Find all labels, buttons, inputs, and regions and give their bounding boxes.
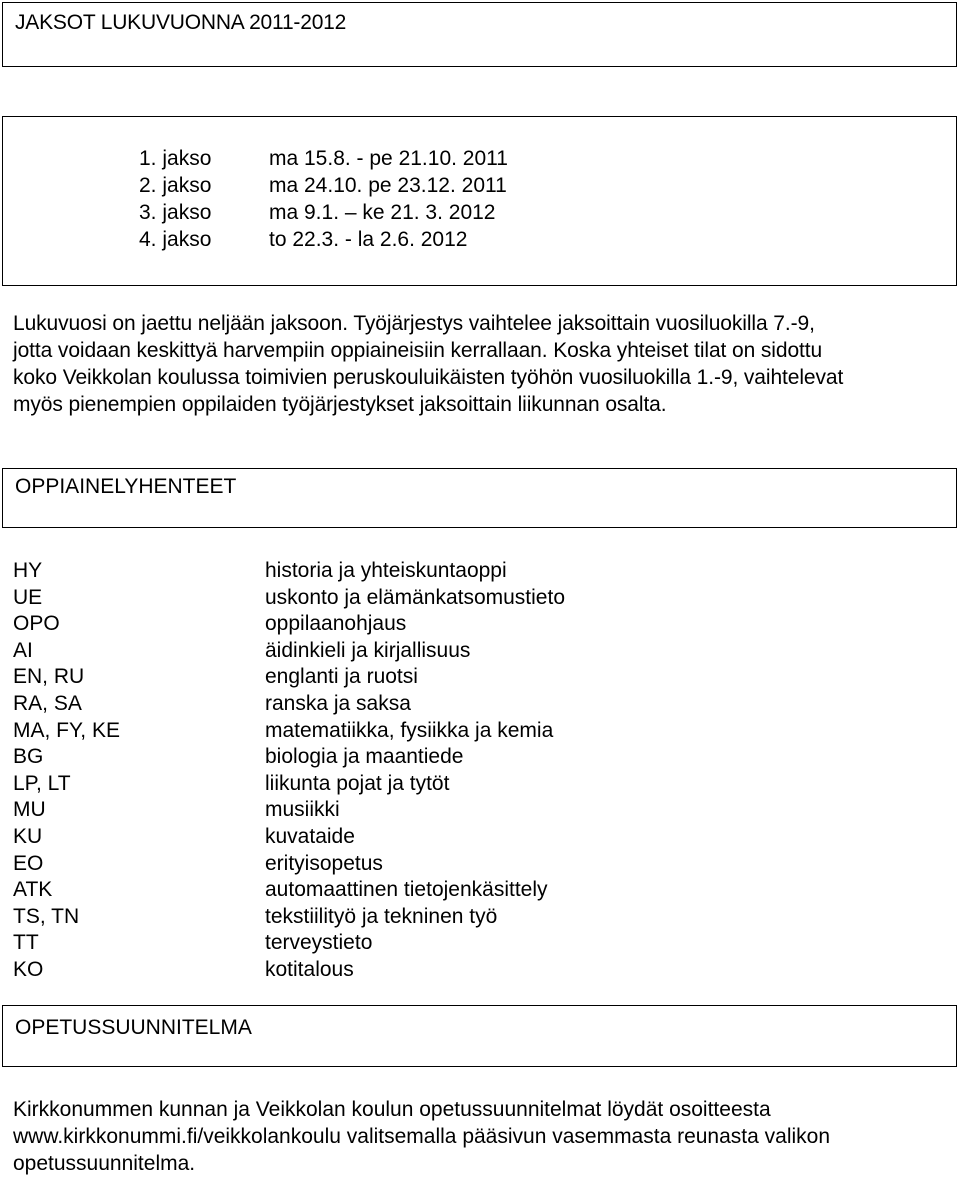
abbreviation-row <box>13 611 913 638</box>
period-dates: ma 15.8. - pe 21.10. 2011 <box>269 147 508 170</box>
abbreviation-row <box>13 664 913 691</box>
abbreviation-code: TS, TN <box>13 904 80 928</box>
abbreviation-name: ranska ja saksa <box>265 691 411 715</box>
abbreviation-code: LP, LT <box>13 771 71 795</box>
abbreviation-code: EN, RU <box>13 665 85 689</box>
abbreviation-row <box>13 957 913 984</box>
abbreviation-row <box>13 718 913 745</box>
abbreviation-row <box>13 771 913 798</box>
abbreviation-name: biologia ja maantiede <box>265 745 464 769</box>
curriculum-heading-box <box>2 1005 957 1067</box>
abbreviation-code: MA, FY, KE <box>13 718 120 742</box>
intro-line: myös pienempien oppilaiden työjärjestykset jaksoittain liikunnan osalta. <box>13 393 667 416</box>
abbreviation-code: TT <box>13 931 39 955</box>
outro-line: www.kirkkonummi.fi/veikkolankoulu valitsemalla pääsivun vasemmasta reunasta valikon <box>13 1125 831 1148</box>
abbreviation-row <box>13 558 913 585</box>
abbreviation-name: matematiikka, fysiikka ja kemia <box>265 718 554 742</box>
curriculum-heading: OPETUSSUUNNITELMA <box>15 1016 252 1039</box>
period-label: 2. jakso <box>139 174 212 197</box>
period-label: 1. jakso <box>139 147 212 170</box>
abbreviation-name: kuvataide <box>265 824 355 848</box>
title-box <box>2 2 957 67</box>
abbreviation-row <box>13 691 913 718</box>
abbreviations-heading-box <box>2 468 957 528</box>
abbreviations-list <box>13 558 913 984</box>
abbreviation-code: OPO <box>13 612 60 636</box>
period-label: 3. jakso <box>139 201 212 224</box>
abbreviation-row <box>13 824 913 851</box>
abbreviation-row <box>13 744 913 771</box>
abbreviation-code: EO <box>13 851 44 875</box>
abbreviation-code: UE <box>13 585 43 609</box>
abbreviation-row <box>13 851 913 878</box>
intro-paragraph <box>13 310 953 418</box>
abbreviation-name: kotitalous <box>265 957 354 981</box>
period-dates: to 22.3. - la 2.6. 2012 <box>269 228 468 251</box>
abbreviation-code: MU <box>13 798 46 822</box>
abbreviation-name: tekstiilityö ja tekninen työ <box>265 904 498 928</box>
abbreviation-name: oppilaanohjaus <box>265 612 407 636</box>
period-dates: ma 24.10. pe 23.12. 2011 <box>269 174 507 197</box>
period-label: 4. jakso <box>139 228 212 251</box>
page-title: JAKSOT LUKUVUONNA 2011-2012 <box>15 11 347 34</box>
abbreviation-code: KO <box>13 957 44 981</box>
abbreviation-name: historia ja yhteiskuntaoppi <box>265 559 507 582</box>
abbreviation-name: äidinkieli ja kirjallisuus <box>265 638 471 662</box>
intro-line: Lukuvuosi on jaettu neljään jaksoon. Työjärjestys vaihtelee jaksoittain vuosiluokilla 7.-9, <box>13 312 815 335</box>
intro-line: koko Veikkolan koulussa toimivien peruskouluikäisten työhön vuosiluokilla 1.-9, vaihtelevat <box>13 366 844 389</box>
abbreviation-name: terveystieto <box>265 931 373 955</box>
abbreviation-name: erityisopetus <box>265 851 383 875</box>
abbreviation-code: ATK <box>13 878 53 902</box>
abbreviation-code: HY <box>13 559 43 582</box>
abbreviation-code: BG <box>13 745 44 769</box>
period-dates: ma 9.1. – ke 21. 3. 2012 <box>269 201 496 224</box>
abbreviation-code: AI <box>13 638 33 662</box>
abbreviation-row <box>13 877 913 904</box>
intro-line: jotta voidaan keskittyä harvempiin oppiaineisiin kerrallaan. Koska yhteiset tilat on sidottu <box>13 339 823 362</box>
periods-box <box>2 116 957 286</box>
abbreviations-heading: OPPIAINELYHENTEET <box>15 475 237 498</box>
outro-paragraph <box>13 1096 953 1177</box>
abbreviation-row <box>13 930 913 957</box>
abbreviation-row <box>13 638 913 665</box>
abbreviation-name: liikunta pojat ja tytöt <box>265 771 450 795</box>
abbreviation-row <box>13 585 913 612</box>
outro-line: opetussuunnitelma. <box>13 1152 196 1175</box>
outro-line: Kirkkonummen kunnan ja Veikkolan koulun opetussuunnitelmat löydät osoitteesta <box>13 1098 771 1121</box>
abbreviation-code: KU <box>13 824 43 848</box>
abbreviation-row <box>13 904 913 931</box>
abbreviation-row <box>13 797 913 824</box>
abbreviation-name: automaattinen tietojenkäsittely <box>265 878 548 902</box>
abbreviation-name: uskonto ja elämänkatsomustieto <box>265 585 565 609</box>
abbreviation-code: RA, SA <box>13 691 82 715</box>
abbreviation-name: englanti ja ruotsi <box>265 665 418 689</box>
abbreviation-name: musiikki <box>265 798 340 822</box>
